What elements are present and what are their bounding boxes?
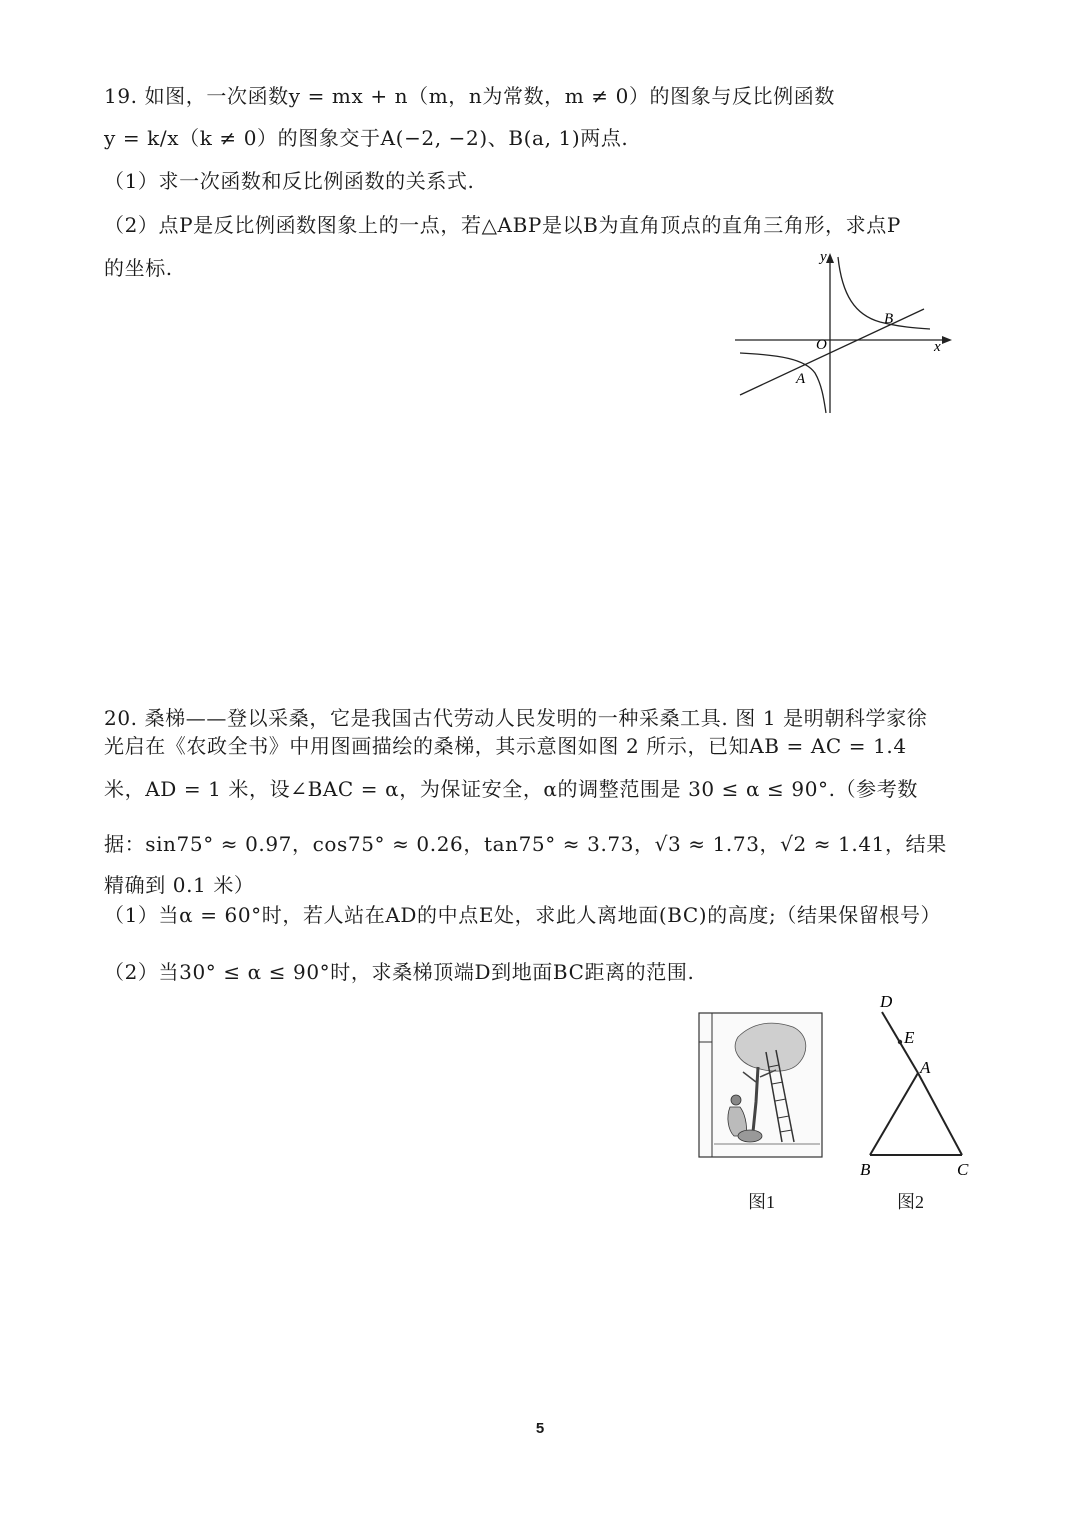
label-c: C (957, 1160, 969, 1179)
fig1-illustration (698, 1012, 823, 1158)
hyperbola-branch-q3 (740, 353, 826, 413)
linear-function-line (740, 309, 924, 395)
label-d: D (880, 992, 893, 1011)
segment-ac (918, 1073, 962, 1155)
segment-ab (870, 1073, 918, 1155)
x-axis-label: x (934, 339, 941, 355)
q20-line4: 据：sin75° ≈ 0.97，cos75° ≈ 0.26，tan75° ≈ 3.73，√3 ≈ 1.73，√2 ≈ 1.41，结果 (104, 832, 947, 856)
q20-line5: 精确到 0.1 米） (104, 873, 255, 897)
q19-part2: （2）点P是反比例函数图象上的一点，若△ABP是以B为直角顶点的直角三角形，求点P (104, 213, 901, 237)
q20-line3: 米，AD = 1 米，设∠BAC = α，为保证安全，α的调整范围是 30 ≤ α ≤ 90°.（参考数 (104, 777, 918, 801)
fig2-caption: 图2 (897, 1192, 924, 1212)
y-axis-label: y (820, 249, 827, 265)
q20-line1: 20. 桑梯——登以采桑，它是我国古代劳动人民发明的一种采桑工具. 图 1 是明朝科学家徐 (104, 706, 928, 730)
page-number: 5 (535, 1420, 545, 1437)
label-e: E (904, 1028, 915, 1047)
q19-part2-cont: 的坐标. (104, 256, 173, 280)
point-e (898, 1040, 902, 1044)
label-b: B (860, 1160, 871, 1179)
y-axis-arrow (826, 253, 834, 263)
q20-line2: 光启在《农政全书》中用图画描绘的桑梯，其示意图如图 2 所示，已知AB = AC = 1.4 (104, 734, 907, 758)
label-a: A (920, 1058, 931, 1077)
x-axis-arrow (942, 336, 952, 344)
q19-line1: 19. 如图，一次函数y = mx + n（m，n为常数，m ≠ 0）的图象与反比例函数 (104, 84, 835, 108)
q20-part1: （1）当α = 60°时，若人站在AD的中点E处，求此人离地面(BC)的高度;（结果保留根号） (104, 903, 942, 927)
q19-line2: y = k/x（k ≠ 0）的图象交于A(−2, −2)、B(a, 1)两点. (104, 126, 629, 150)
fig1-caption: 图1 (748, 1192, 775, 1212)
q20-part2: （2）当30° ≤ α ≤ 90°时，求桑梯顶端D到地面BC距离的范围. (104, 960, 695, 984)
origin-label: O (816, 337, 827, 353)
point-b-label: B (884, 311, 894, 327)
q19-function-graph (730, 245, 960, 420)
q19-part1: （1）求一次函数和反比例函数的关系式. (104, 169, 475, 193)
fig2-ladder-diagram (860, 985, 985, 1185)
point-a-label: A (796, 371, 806, 387)
